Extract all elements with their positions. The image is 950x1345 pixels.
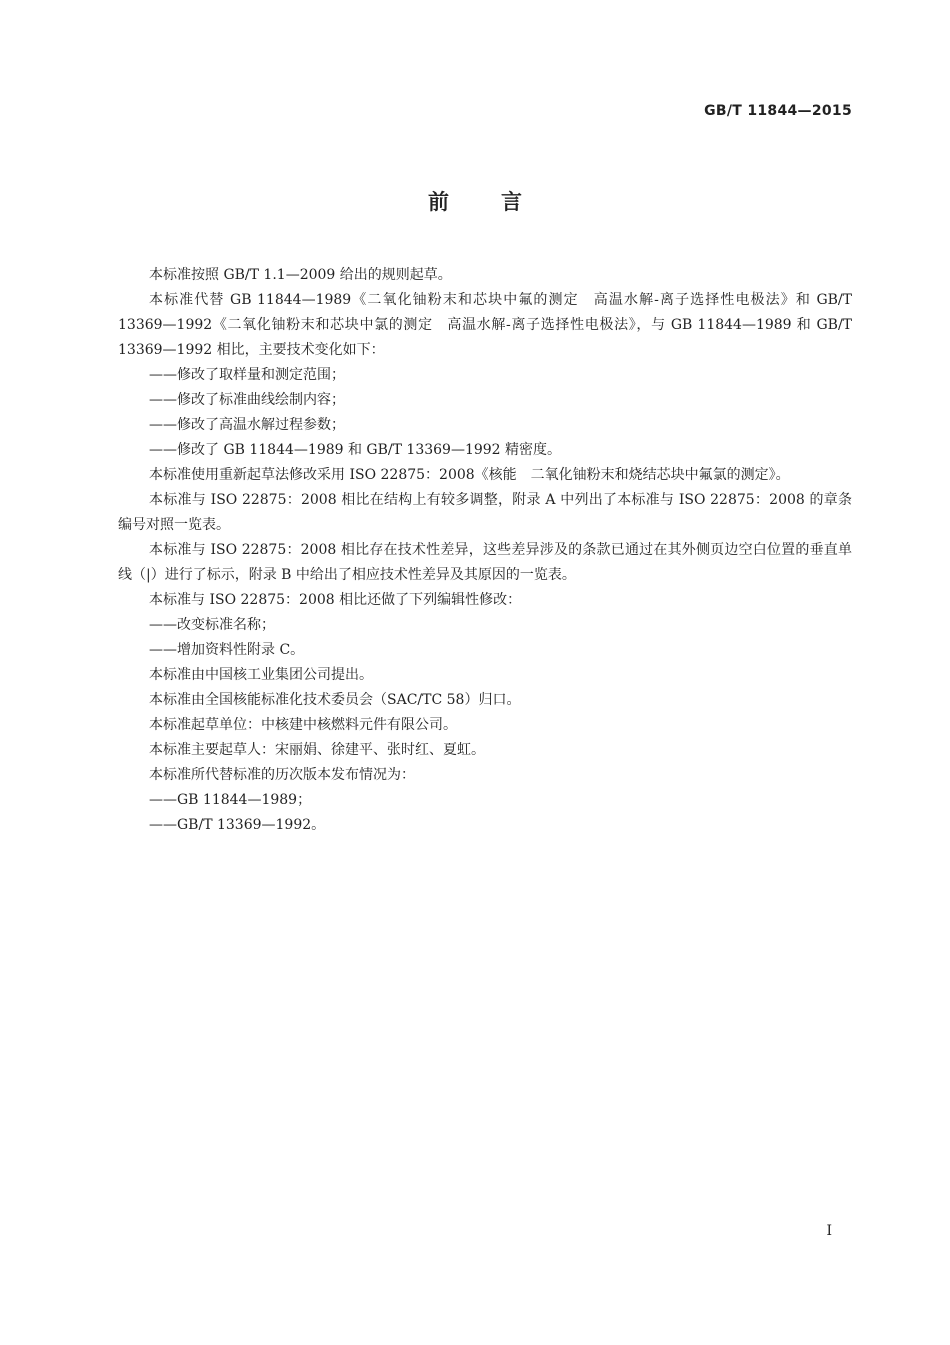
list-item: ——改变标准名称； bbox=[149, 617, 275, 633]
paragraph: 本标准按照 GB/T 1.1—2009 给出的规则起草。 bbox=[149, 267, 452, 283]
standard-number: GB/T 11844—2015 bbox=[704, 103, 852, 119]
paragraph: 本标准所代替标准的历次版本发布情况为： bbox=[149, 767, 415, 783]
paragraph: 本标准由全国核能标准化技术委员会（SAC/TC 58）归口。 bbox=[149, 692, 521, 708]
paragraph: 本标准起草单位：中核建中核燃料元件有限公司。 bbox=[149, 717, 457, 733]
page-title: 前言 bbox=[428, 190, 574, 214]
paragraph: 本标准主要起草人：宋丽娟、徐建平、张时红、夏虹。 bbox=[149, 742, 485, 758]
list-item: ——GB 11844—1989； bbox=[149, 792, 312, 808]
list-item: ——GB/T 13369—1992。 bbox=[149, 817, 326, 833]
paragraph: 本标准与 ISO 22875：2008 相比存在技术性差异，这些差异涉及的条款已通过在其外侧页边空白位置的垂直单线（|）进行了标示，附录 B 中给出了相应技术性差异及其原因的一览表。 bbox=[118, 542, 852, 583]
paragraph: 本标准与 ISO 22875：2008 相比还做了下列编辑性修改： bbox=[149, 592, 522, 608]
page-number: I bbox=[826, 1223, 832, 1239]
list-item: ——修改了高温水解过程参数； bbox=[149, 417, 345, 433]
foreword-body bbox=[118, 263, 852, 838]
paragraph: 本标准与 ISO 22875：2008 相比在结构上有较多调整，附录 A 中列出了本标准与 ISO 22875：2008 的章条编号对照一览表。 bbox=[118, 492, 852, 533]
list-item: ——增加资料性附录 C。 bbox=[149, 642, 305, 658]
list-item: ——修改了取样量和测定范围； bbox=[149, 367, 345, 383]
list-item: ——修改了 GB 11844—1989 和 GB/T 13369—1992 精密度。 bbox=[149, 442, 562, 458]
paragraph: 本标准由中国核工业集团公司提出。 bbox=[149, 667, 373, 683]
paragraph: 本标准代替 GB 11844—1989《二氧化铀粉末和芯块中氟的测定 高温水解-离子选择性电极法》和 GB/T 13369—1992《二氧化铀粉末和芯块中氯的测定 高温水解-离子选择性电极法》，与 GB 11844—1989 和 GB/T 13369—1992 相比，主要技术变化如下： bbox=[118, 292, 852, 358]
paragraph: 本标准使用重新起草法修改采用 ISO 22875：2008《核能 二氧化铀粉末和烧结芯块中氟氯的测定》。 bbox=[149, 467, 790, 483]
list-item: ——修改了标准曲线绘制内容； bbox=[149, 392, 345, 408]
